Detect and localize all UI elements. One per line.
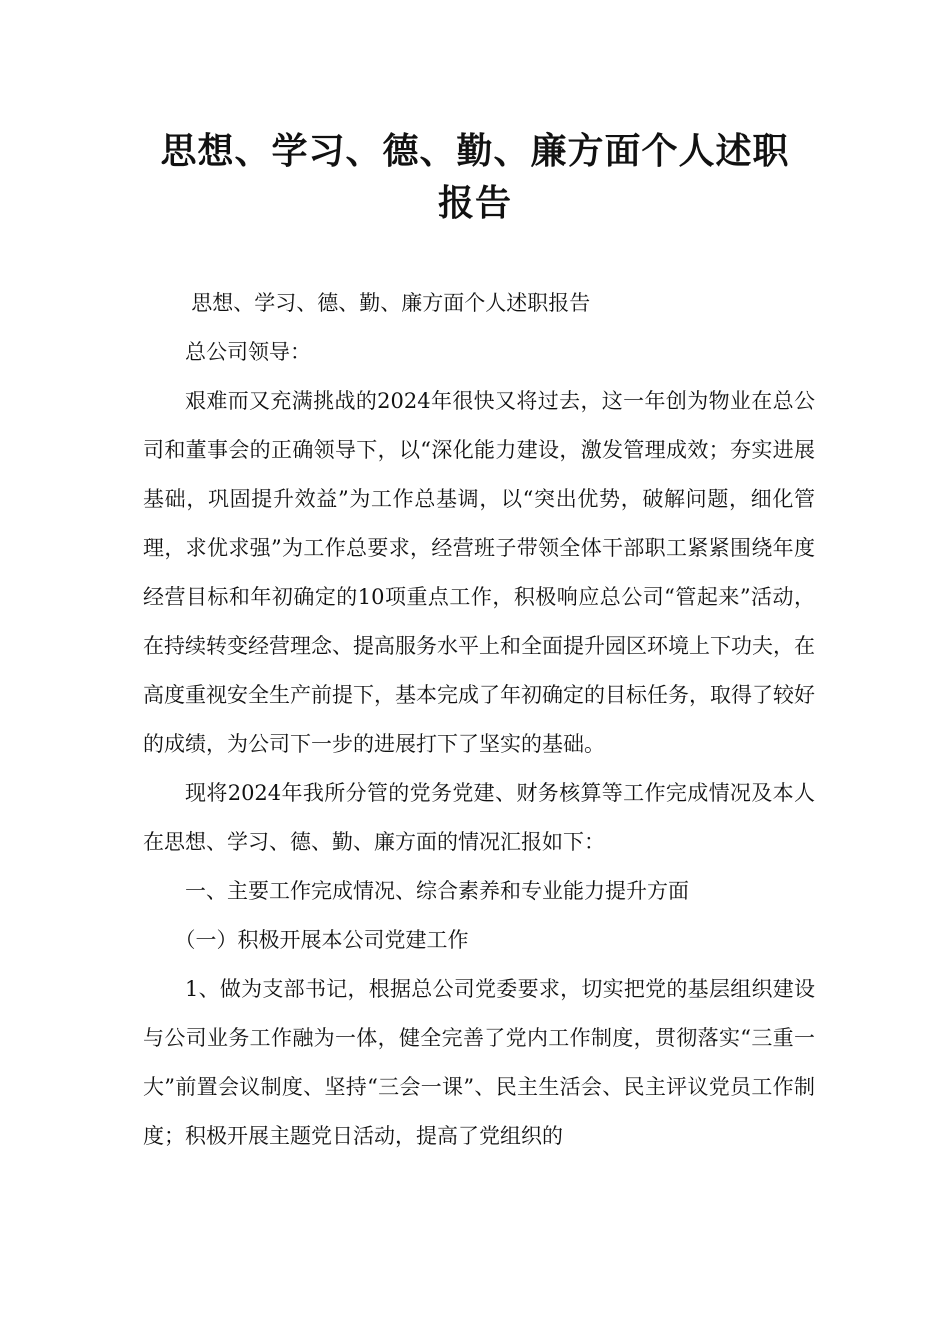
subsection-heading: （一）积极开展本公司党建工作 [174,928,469,952]
document-subtitle: 思想、学习、德、勤、廉方面个人述职报告 [191,291,591,315]
title-line-1: 思想、学习、德、勤、廉方面个人述职 [160,131,790,172]
paragraph-item-1: 1、做为支部书记，根据总公司党委要求，切实把党的基层组织建设与公司业务工作融为一体，健全完善了党内工作制度，贯彻落实“三重一大”前置会议制度、坚持“三会一课”、民主生活会、民主评议党员工作制度；积极开展主题党日活动，提高了党组织的 [143,977,815,1148]
document-title [120,126,830,230]
paragraph-intro: 艰难而又充满挑战的2024年很快又将过去，这一年创为物业在总公司和董事会的正确领导下，以“深化能力建设，激发管理成效；夯实进展基础，巩固提升效益”为工作总基调，以“突出优势，破解问题，细化管理，求优求强”为工作总要求，经营班子带领全体干部职工紧紧围绕年度经营目标和年初确定的10项重点工作，积极响应总公司“管起来”活动，在持续转变经营理念、提高服务水平上和全面提升园区环境上下功夫，在高度重视安全生产前提下，基本完成了年初确定的目标任务，取得了较好的成绩，为公司下一步的进展打下了坚实的基础。 [143,389,815,756]
title-line-2: 报告 [437,183,512,224]
salutation: 总公司领导： [185,340,311,364]
section-heading: 一、主要工作完成情况、综合素养和专业能力提升方面 [185,879,689,903]
document-body [143,279,815,1161]
paragraph-report-scope: 现将2024年我所分管的党务党建、财务核算等工作完成情况及本人在思想、学习、德、勤、廉方面的情况汇报如下： [143,781,815,854]
